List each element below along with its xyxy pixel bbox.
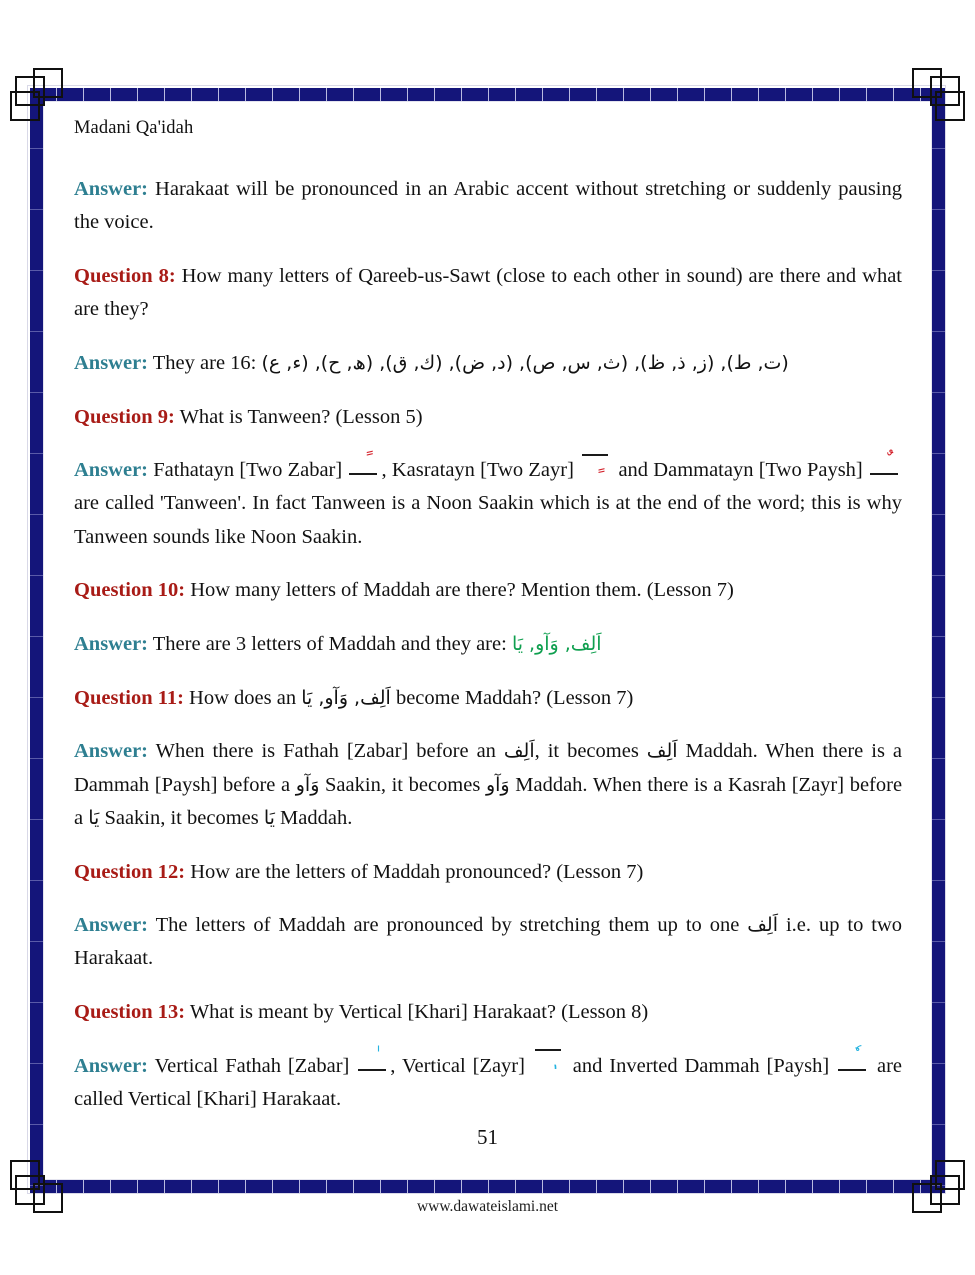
vertical-fathah-glyph xyxy=(356,1047,390,1068)
answer-13-part2: , Vertical [Zayr] xyxy=(390,1054,525,1077)
answer-text-9-part2: , Kasratayn [Two Zayr] xyxy=(381,459,574,482)
question-label-8: Question 8: xyxy=(74,264,176,287)
question-text-11-post: become Maddah? (Lesson 7) xyxy=(395,686,634,709)
border-bar-top xyxy=(30,88,945,101)
vertical-kasrah-glyph xyxy=(532,1047,566,1068)
arabic-alif-2: اَلِف xyxy=(646,740,678,763)
fathatayn-mark xyxy=(347,456,381,477)
answer-label: Answer: xyxy=(74,914,149,937)
question-block-10 xyxy=(74,574,902,607)
answer-11-s3c: Maddah. xyxy=(280,806,353,829)
answer-11-s1c: Maddah. xyxy=(685,740,758,763)
question-text-9: What is Tanween? (Lesson 5) xyxy=(179,405,423,428)
fathatayn-glyph xyxy=(347,451,381,472)
arabic-alif-1: اَلِف xyxy=(503,740,535,763)
answer-label: Answer: xyxy=(74,1054,149,1077)
arabic-waw-2: وَآو xyxy=(485,773,510,796)
arabic-maddah-letters: اَلِف, وَآو, یَا xyxy=(511,633,602,656)
answer-block-12 xyxy=(74,909,902,975)
question-label-12: Question 12: xyxy=(74,860,186,883)
footer-url: www.dawateislami.net xyxy=(416,1198,559,1215)
answer-13-part4: are called Vertical [Khari] Harakaat. xyxy=(74,1054,902,1111)
arabic-maddah-letters-q11: اَلِف, وَآو, یَا xyxy=(301,686,391,709)
answer-block-9 xyxy=(74,454,902,554)
answer-lead-10: There are 3 letters of Maddah and they are: xyxy=(152,633,507,656)
question-block-9 xyxy=(74,401,902,434)
corner-knot-bottom-left-c xyxy=(10,1160,40,1190)
question-text-13: What is meant by Vertical [Khari] Harakaat? (Lesson 8) xyxy=(189,1001,649,1024)
answer-text-9-part3: and Dammatayn [Two Paysh] xyxy=(618,459,863,482)
running-head: Madani Qa'idah xyxy=(74,118,194,138)
answer-text-7: Harakaat will be pronounced in an Arabic accent without stretching or suddenly pausing the voice. xyxy=(74,178,902,234)
answer-block-10 xyxy=(74,628,902,661)
question-block-8 xyxy=(74,260,902,326)
answer-label: Answer: xyxy=(74,351,149,374)
answer-label: Answer: xyxy=(74,633,149,656)
arabic-alif-a12: اَلِف xyxy=(747,914,779,937)
answer-block-8 xyxy=(74,347,902,380)
answer-11-s1b: , it becomes xyxy=(534,740,639,763)
page-content xyxy=(74,118,902,1116)
question-text-8: How many letters of Qareeb-us-Sawt (close to each other in sound) are there and what are they? xyxy=(74,264,902,321)
answer-11-s2c: Maddah. xyxy=(515,773,588,796)
arabic-waw-1: وَآو xyxy=(295,773,320,796)
corner-knot-top-right-c xyxy=(935,91,965,121)
answer-12-pre: The letters of Maddah are pronounced by stretching them up to one xyxy=(155,914,740,937)
answer-block-13 xyxy=(74,1050,902,1116)
page-number: 51 xyxy=(477,1125,498,1149)
question-label-9: Question 9: xyxy=(74,405,175,428)
vertical-fathah-mark xyxy=(356,1051,390,1072)
inverted-dammah-mark xyxy=(836,1051,870,1072)
question-label-11: Question 11: xyxy=(74,686,184,709)
answer-11-s2a: When there is a Dammah [Paysh] before a xyxy=(74,740,902,796)
question-label-10: Question 10: xyxy=(74,579,186,602)
corner-knot-bottom-right-c xyxy=(935,1160,965,1190)
question-label-13: Question 13: xyxy=(74,1001,186,1024)
answer-11-s3a: When there is a Kasrah [Zayr] before a xyxy=(74,773,903,829)
question-text-10: How many letters of Maddah are there? Mention them. (Lesson 7) xyxy=(190,579,734,602)
question-block-12 xyxy=(74,856,902,889)
border-bar-right xyxy=(932,88,945,1193)
kasratayn-glyph xyxy=(579,451,613,472)
answer-text-9-part4: are called 'Tanween'. In fact Tanween is a Noon Saakin which is at the end of the word; this is why Tanween sounds like Noon Saakin. xyxy=(74,492,902,548)
kasratayn-mark xyxy=(579,456,613,477)
question-text-11-pre: How does an xyxy=(189,686,297,709)
answer-label: Answer: xyxy=(74,740,149,763)
vertical-kasrah-mark xyxy=(532,1051,566,1072)
dammatayn-mark xyxy=(868,456,902,477)
answer-13-part1: Vertical Fathah [Zabar] xyxy=(154,1054,350,1077)
answer-12-post: i.e. up to two Harakaat. xyxy=(74,914,903,970)
border-bar-bottom xyxy=(30,1180,945,1193)
answer-label: Answer: xyxy=(74,178,149,200)
answer-11-s1a: When there is Fathah [Zabar] before an xyxy=(155,740,496,763)
border-bar-left xyxy=(30,88,43,1193)
answer-lead-8: They are 16: xyxy=(152,351,257,374)
answer-label: Answer: xyxy=(74,459,149,482)
answer-block-11 xyxy=(74,735,902,835)
answer-block-7 xyxy=(74,173,902,239)
question-block-13 xyxy=(74,996,902,1029)
arabic-qareeb-us-sawt-letters: (ت, ط), (ز, ذ, ظ), (ث, س, ص), (د, ض), (ك, ق), (ھ, ح), (ء, ع) xyxy=(261,351,789,374)
arabic-ya-1: یَا xyxy=(88,806,100,829)
arabic-ya-2: یَا xyxy=(263,806,275,829)
dammatayn-glyph xyxy=(868,451,902,472)
answer-text-9-part1: Fathatayn [Two Zabar] xyxy=(153,459,343,482)
answer-11-s2b: Saakin, it becomes xyxy=(325,773,481,796)
question-text-12: How are the letters of Maddah pronounced? (Lesson 7) xyxy=(190,860,644,883)
corner-knot-top-left-c xyxy=(10,91,40,121)
question-block-11 xyxy=(74,682,902,715)
answer-11-s3b: Saakin, it becomes xyxy=(104,806,259,829)
inverted-dammah-glyph xyxy=(836,1047,870,1068)
answer-13-part3: and Inverted Dammah [Paysh] xyxy=(572,1054,830,1077)
